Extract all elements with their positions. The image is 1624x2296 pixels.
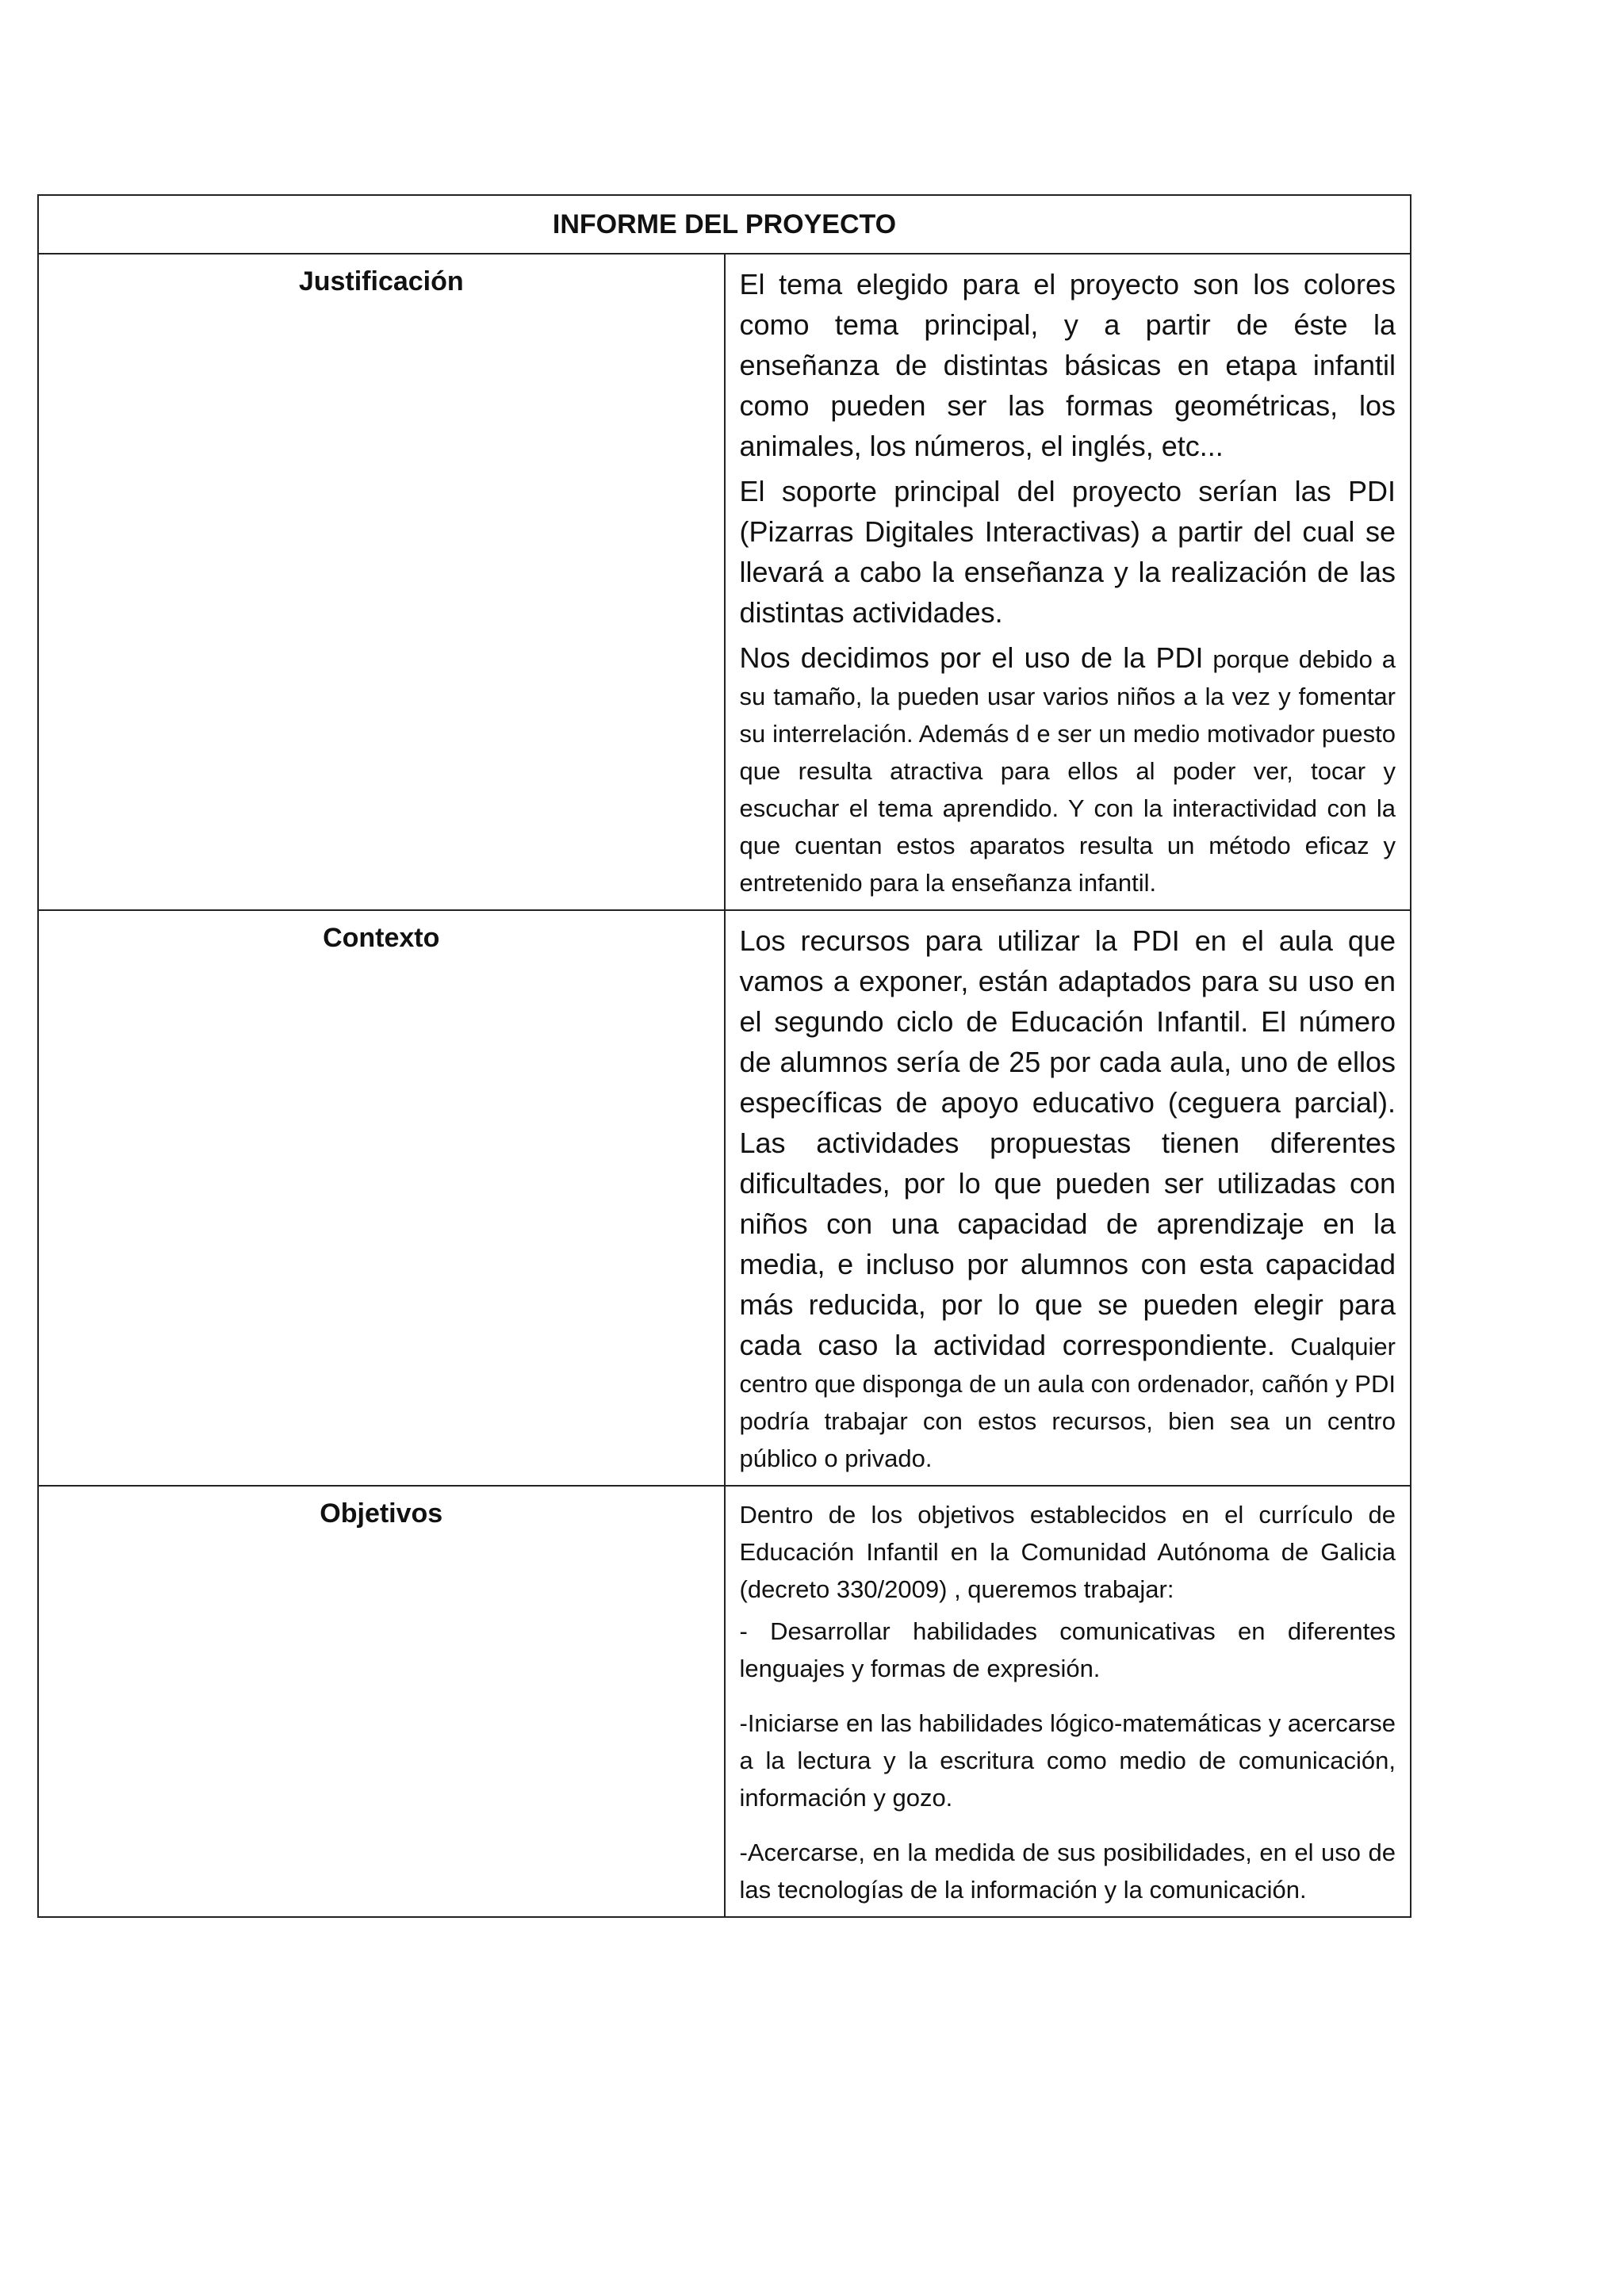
contexto-label: Contexto — [38, 910, 725, 1486]
title-row — [38, 195, 1411, 254]
contexto-row — [38, 910, 1411, 1486]
objetivos-item: -Acercarse, en la medida de sus posibilidades, en el uso de las tecnologías de la información y la comunicación. — [739, 1839, 1396, 1904]
justificacion-paragraph — [740, 637, 1396, 901]
objetivos-label: Objetivos — [38, 1486, 725, 1917]
objetivos-item: -Iniciarse en las habilidades lógico-matemáticas y acercarse a la lectura y la escritura como medio de comunicación, información y gozo. — [739, 1709, 1396, 1812]
justificacion-paragraph-lead: Nos decidimos por el uso de la PDI — [739, 641, 1204, 674]
objetivos-item: - Desarrollar habilidades comunicativas en diferentes lenguajes y formas de expresión. — [739, 1617, 1396, 1682]
justificacion-paragraph: El soporte principal del proyecto serían las PDI (Pizarras Digitales Interactivas) a partir del cual se llevará a cabo la enseñanza y la realización de las distintas actividades. — [739, 475, 1396, 629]
justificacion-paragraph-rest: porque debido a su tamaño, la pueden usar varios niños a la vez y fomentar su interrelación. Además d e ser un medio motivador puesto que resulta atractiva para ellos al poder ver, tocar y escuchar el tema aprendido. Y con la interactividad con la que cuentan estos aparatos resulta un método eficaz y entretenido para la enseñanza infantil. — [739, 645, 1396, 897]
contexto-paragraph — [740, 920, 1396, 1477]
objetivos-content — [725, 1486, 1411, 1917]
justificacion-row — [38, 254, 1411, 910]
report-title: INFORME DEL PROYECTO — [38, 195, 1411, 254]
justificacion-paragraph: El tema elegido para el proyecto son los colores como tema principal, y a partir de éste la enseñanza de distintas básicas en etapa infantil como pueden ser las formas geométricas, los animales, los números, el inglés, etc... — [739, 268, 1396, 462]
contexto-content — [725, 910, 1411, 1486]
justificacion-content — [725, 254, 1411, 910]
project-report-table — [37, 194, 1411, 1918]
contexto-paragraph-tail: Cualquier centro que disponga de un aula con ordenador, cañón y PDI podría trabajar con estos recursos, bien sea un centro público o privado. — [739, 1333, 1396, 1472]
justificacion-label: Justificación — [38, 254, 725, 910]
contexto-paragraph-main: Los recursos para utilizar la PDI en el aula que vamos a exponer, están adaptados para su uso en el segundo ciclo de Educación Infantil. El número de alumnos sería de 25 por cada aula, uno de ellos específicas de apoyo educativo (ceguera parcial). Las actividades propuestas tienen diferentes dificultades, por lo que pueden ser utilizadas con niños con una capacidad de aprendizaje en la media, e incluso por alumnos con esta capacidad más reducida, por lo que se pueden elegir para cada caso la actividad correspondiente. — [739, 924, 1396, 1361]
objetivos-intro: Dentro de los objetivos establecidos en el currículo de Educación Infantil en la Comunidad Autónoma de Galicia (decreto 330/2009) , queremos trabajar: — [739, 1501, 1396, 1603]
objetivos-row — [38, 1486, 1411, 1917]
